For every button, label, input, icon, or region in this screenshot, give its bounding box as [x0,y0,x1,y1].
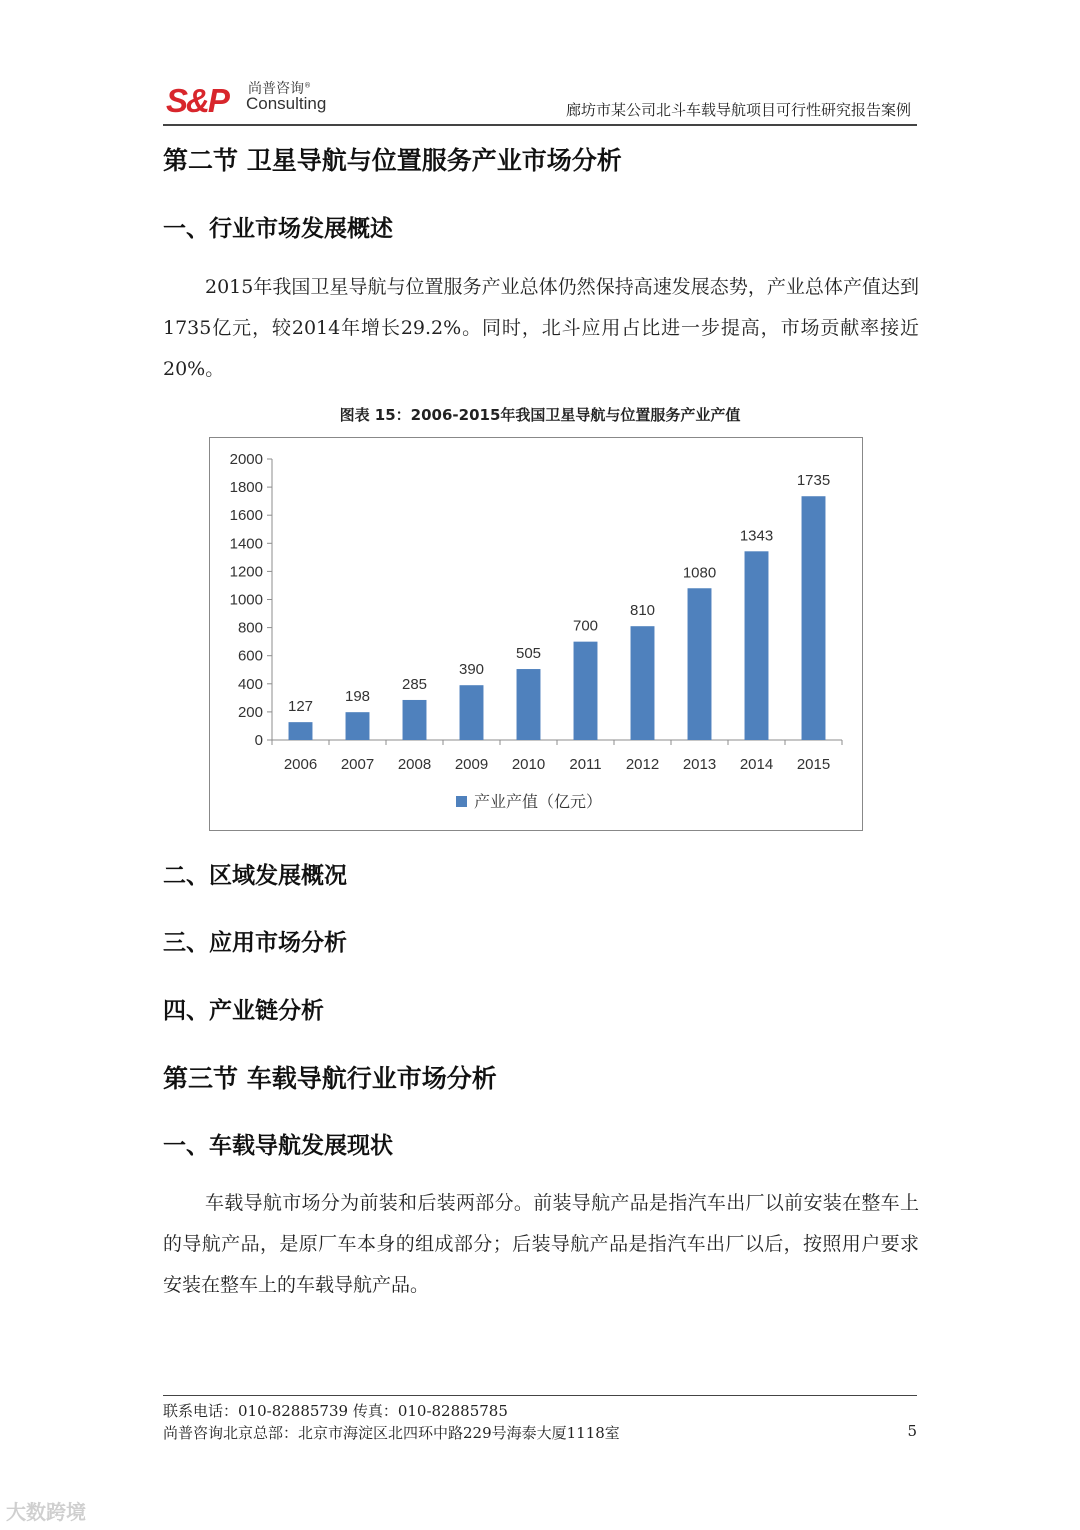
data-label: 127 [287,698,314,716]
bar [802,496,826,740]
data-label: 1080 [682,564,717,582]
logo-chinese-name: 尚普咨询® [248,81,311,97]
data-label: 285 [401,675,428,693]
y-tick-label: 1200 [229,563,263,581]
data-label: 810 [629,602,656,620]
section-2-sub-3: 三、应用市场分析 [163,930,347,956]
bar [574,642,598,740]
bar [517,669,541,740]
watermark: 大数跨境 [6,1500,86,1524]
section-3-sub-1: 一、车载导航发展现状 [163,1133,393,1159]
logo-mark: S&P [166,82,228,119]
bar [346,712,370,740]
data-label: 1343 [739,527,774,545]
data-label: 198 [344,688,371,706]
report-title: 廊坊市某公司北斗车载导航项目可行性研究报告案例 [565,101,911,119]
x-tick-label: 2014 [739,756,774,773]
footer-contact: 联系电话：010-82885739 传真：010-82885785 [163,1402,508,1420]
section-3-paragraph: 车载导航市场分为前装和后装两部分。前装导航产品是指汽车出厂以前安装在整车上的导航产品，是原厂车本身的组成部分；后装导航产品是指汽车出厂以后，按照用户要求安装在整车上的车载导航产品。 [163,1192,919,1296]
page-footer [163,1395,917,1442]
page-number: 5 [907,1422,917,1440]
section-2-sub-1: 一、行业市场发展概述 [163,216,393,242]
x-tick-label: 2009 [454,756,489,773]
section-3-title: 第三节 车载导航行业市场分析 [163,1064,497,1093]
y-tick-label: 1400 [229,535,263,553]
bar [745,551,769,740]
data-label: 700 [572,617,599,635]
bar [289,722,313,740]
y-tick-label: 0 [254,732,263,749]
data-label: 1735 [796,472,831,490]
y-tick-label: 1800 [229,479,263,497]
y-tick-label: 1000 [229,591,263,609]
section-2-title: 第二节 卫星导航与位置服务产业市场分析 [163,146,622,175]
x-tick-label: 2007 [340,756,375,773]
x-tick-label: 2013 [682,756,717,773]
y-tick-label: 200 [237,703,263,721]
data-label: 505 [515,645,542,663]
x-tick-label: 2011 [569,756,602,773]
legend-label: 产业产值（亿元） [474,792,603,811]
page-header [163,78,917,126]
x-tick-label: 2008 [397,756,432,773]
section-2-sub-2: 二、区域发展概况 [163,863,347,889]
bar [460,685,484,740]
chart-canvas [210,438,862,830]
x-tick-label: 2006 [283,756,318,773]
section-2-paragraph: 2015年我国卫星导航与位置服务产业总体仍然保持高速发展态势，产业总体产值达到1735亿元，较2014年增长29.2%。同时，北斗应用占比进一步提高，市场贡献率接近20%。 [163,276,919,380]
y-tick-label: 2000 [229,451,263,468]
x-tick-label: 2012 [625,756,660,773]
y-tick-label: 600 [237,647,263,665]
bar-chart [209,437,863,831]
footer-address: 尚普咨询北京总部：北京市海淀区北四环中路229号海泰大厦1118室 [163,1424,620,1442]
x-tick-label: 2010 [511,756,546,773]
x-tick-label: 2015 [796,756,831,773]
figure-caption: 图表 15：2006-2015年我国卫星导航与位置服务产业产值 [339,406,741,424]
data-label: 390 [458,661,485,679]
legend-swatch [456,796,467,807]
y-tick-label: 1600 [229,507,263,525]
bar [403,700,427,740]
y-tick-label: 800 [237,619,263,637]
logo-english-name: Consulting [246,94,327,113]
y-tick-label: 400 [237,675,263,693]
section-2-sub-4: 四、产业链分析 [163,998,324,1024]
bar [688,588,712,740]
bar [631,626,655,740]
